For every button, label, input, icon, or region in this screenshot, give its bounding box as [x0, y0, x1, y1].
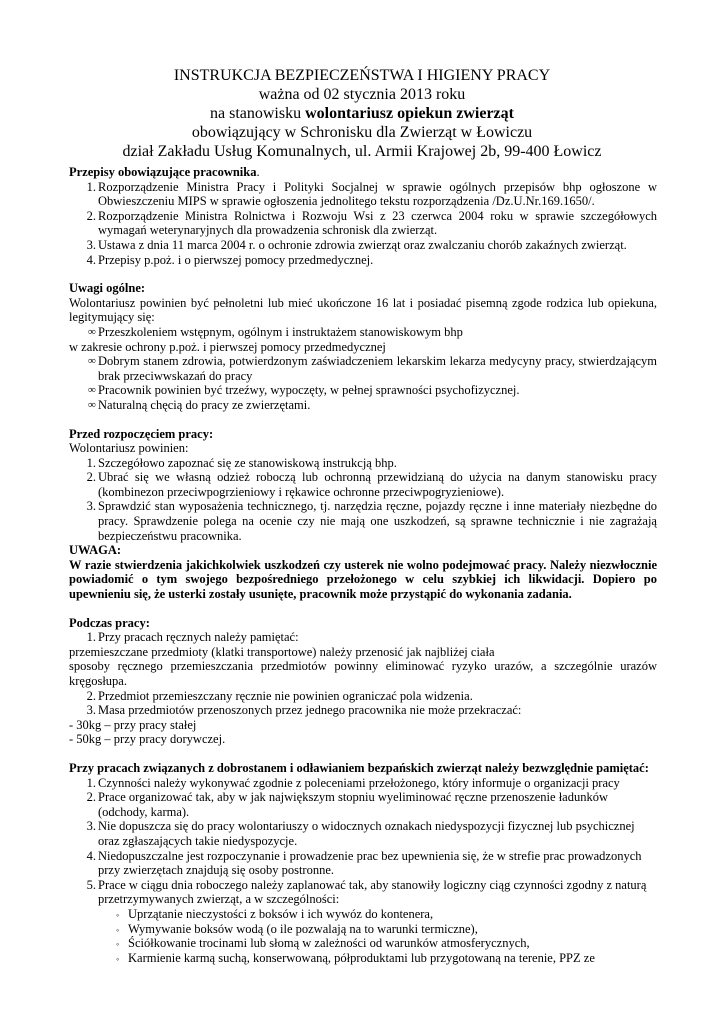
list-item [69, 907, 657, 922]
list-item-text: Nie dopuszcza się do pracy wolontariuszy o widocznych oznakach niedyspozycji fizycznej lub psychicznej oraz zgłaszających takie niedyspozycje. [98, 819, 635, 848]
list-item [69, 689, 657, 704]
uwagi-list-2 [69, 354, 657, 412]
uwaga-warning-text: W razie stwierdzenia jakichkolwiek uszkodzeń czy usterek nie wolno podejmować pracy. Należy niezwłocznie powiadomić o tym swojego bezpośredniego przełożonego w celu szybkiej ich likwidacji. Dopiero po upewnieniu się, że usterki zostały usunięte, pracownik może przystąpić do wykonania zadania. [69, 557, 657, 602]
podczas-list-1 [69, 630, 657, 645]
title-line-2: ważna od 02 stycznia 2013 roku [258, 86, 466, 103]
list-item [69, 703, 657, 718]
list-number: 4. [86, 252, 96, 267]
list-number: 5. [86, 877, 96, 892]
infinity-bullet-icon: ∞ [88, 355, 96, 368]
list-item-text: Czynności należy wykonywać zgodnie z poleceniami przełożonego, który informuje o organizacji pracy [98, 775, 620, 790]
list-item-text: Prace w ciągu dnia roboczego należy zaplanować tak, aby stanowiły logiczny ciąg czynności zgodny z naturą przetrzymywanych zwierząt, a w szczególności: [98, 877, 647, 907]
list-item-text: Wymywanie boksów wodą (o ile pozwalają na to warunki termiczne), [128, 921, 478, 936]
list-item [69, 790, 657, 819]
circle-bullet-icon: ◦ [116, 953, 120, 964]
dobrostan-sublist [69, 907, 657, 965]
dobrostan-list [69, 776, 657, 907]
list-item-text: Ustawa z dnia 11 marca 2004 r. o ochronie zdrowia zwierząt oraz zwalczaniu chorób zakaźnych zwierząt. [98, 237, 627, 252]
list-number: 1. [86, 455, 96, 470]
przepisy-list [69, 180, 657, 268]
uwaga-label: UWAGA: [69, 543, 122, 558]
podczas-heading: Podczas pracy: [69, 615, 150, 630]
list-item [69, 499, 657, 543]
title-line-1: INSTRUKCJA BEZPIECZEŃSTWA I HIGIENY PRACY [173, 67, 551, 84]
przed-list [69, 456, 657, 544]
list-item [69, 456, 657, 471]
list-number: 2. [86, 208, 96, 223]
list-item [69, 951, 657, 966]
infinity-bullet-icon: ∞ [88, 384, 96, 397]
list-number: 3. [86, 819, 96, 834]
podczas-line-b: sposoby ręcznego przemieszczania przedmiotów powinny eliminować ryzyko urazów, a szczególnie urazów kręgosłupa. [69, 659, 657, 688]
document-title [0, 66, 724, 161]
list-item-text: Dobrym stanem zdrowia, potwierdzonym zaświadczeniem lekarskim lekarza medycyny pracy, stwierdzającym brak przeciwwskazań do pracy [98, 354, 657, 383]
list-item-text: Uprzątanie nieczystości z boksów i ich wywóz do kontenera, [128, 906, 434, 921]
list-item-text: Przeszkoleniem wstępnym, ogólnym i instruktażem stanowiskowym bhp [98, 324, 463, 339]
list-item [69, 849, 657, 878]
przepisy-heading-suffix: . [256, 165, 260, 179]
list-number: 2. [86, 790, 96, 805]
list-number: 2. [86, 688, 96, 703]
job-position: wolontariusz opiekun zwierząt [305, 105, 514, 122]
document-body [69, 165, 657, 965]
list-item-text: Ściółkowanie trocinami lub słomą w zależności od warunków atmosferycznych, [128, 936, 530, 951]
list-item-text: Prace organizować tak, aby w jak największym stopniu wyeliminować ręczne przenoszenie ładunków (odchody, karma). [98, 790, 609, 819]
przepisy-heading-text: Przepisy obowiązujące pracownika [69, 165, 257, 179]
list-item [69, 209, 657, 238]
title-line-4: obowiązujący w Schronisku dla Zwierząt w Łowiczu [191, 124, 533, 141]
list-item-text: Sprawdzić stan wyposażenia technicznego, tj. narzędzia ręczne, pojazdy ręczne i inne materiały niezbędne do pracy. Sprawdzenie polega na ocenie czy nie mają one uszkodzeń, są sprawne technicznie i nie zagrażają bezpieczeństwu pracownika. [98, 499, 657, 543]
list-item [69, 922, 657, 937]
list-item [69, 819, 657, 848]
list-item [69, 878, 657, 907]
list-number: 1. [86, 775, 96, 790]
circle-bullet-icon: ◦ [116, 924, 120, 935]
list-number: 1. [86, 179, 96, 194]
list-item-text: Przepisy p.poż. i o pierwszej pomocy przedmedycznej. [98, 252, 374, 267]
list-item-text: Pracownik powinien być trzeźwy, wypoczęty, w pełnej sprawności psychofizycznej. [98, 383, 520, 398]
list-item [69, 398, 657, 413]
list-number: 3. [86, 499, 96, 514]
title-line-3 [0, 104, 724, 123]
list-item [69, 253, 657, 268]
list-item-text: Przy pracach ręcznych należy pamiętać: [98, 630, 299, 645]
uwagi-intro: Wolontariusz powinien być pełnoletni lub mieć ukończone 16 lat i posiadać pisemną zgode rodzica lub opiekuna, legitymujący się: [69, 295, 657, 325]
list-item-text: Masa przedmiotów przenoszonych przez jednego pracownika nie może przekraczać: [98, 703, 522, 718]
list-item [69, 325, 657, 340]
list-item-text: Karmienie karmą suchą, konserwowaną, półproduktami lub przygotowaną na terenie, PPZ ze [128, 950, 595, 965]
title-line-3-prefix: na stanowisku [210, 105, 306, 122]
list-item [69, 238, 657, 253]
list-item-text: Rozporządzenie Ministra Rolnictwa i Rozwoju Wsi z 23 czerwca 2004 roku w sprawie szczegółowych wymagań weterynaryjnych dla prowadzenia schronisk dla zwierząt. [98, 208, 657, 238]
list-item [69, 354, 657, 383]
title-line-5: dział Zakładu Usług Komunalnych, ul. Armii Krajowej 2b, 99-400 Łowicz [122, 143, 602, 160]
list-item-text: Ubrać się we własną odzież roboczą lub ochronną przewidzianą do użycia na danym stanowisku pracy (kombinezon przeciwpogrzieniowy i rękawice ochronne przeciwpogryzieniowe). [98, 470, 657, 499]
circle-bullet-icon: ◦ [116, 909, 120, 920]
list-item [69, 630, 657, 645]
infinity-bullet-icon: ∞ [88, 398, 96, 411]
przed-intro: Wolontariusz powinien: [69, 441, 189, 456]
list-number: 1. [86, 630, 96, 645]
weight-limit-permanent: - 30kg – przy pracy stałej [69, 717, 197, 732]
list-number: 4. [86, 848, 96, 863]
list-item [69, 383, 657, 398]
list-item [69, 936, 657, 951]
list-number: 2. [86, 470, 96, 485]
uwagi-item1-continuation: w zakresie ochrony p.poż. i pierwszej pomocy przedmedycznej [69, 339, 386, 354]
list-item [69, 180, 657, 209]
list-item-text: Naturalną chęcią do pracy ze zwierzętami. [98, 397, 311, 412]
list-number: 3. [86, 703, 96, 718]
dobrostan-heading: Przy pracach związanych z dobrostanem i odławianiem bezpańskich zwierząt należy bezwzględnie pamiętać: [69, 760, 649, 775]
list-item [69, 776, 657, 791]
list-item [69, 470, 657, 499]
infinity-bullet-icon: ∞ [88, 325, 96, 338]
podczas-line-a: przemieszczane przedmioty (klatki transportowe) należy przenosić jak najbliżej ciała [69, 644, 495, 659]
uwagi-list-1 [69, 325, 657, 340]
list-item-text: Przedmiot przemieszczany ręcznie nie powinien ograniczać pola widzenia. [98, 688, 473, 703]
list-item-text: Rozporządzenie Ministra Pracy i Polityki Socjalnej w sprawie ogólnych przepisów bhp ogłoszone w Obwieszczeniu MIPS w sprawie ogłoszenia jednolitego tekstu rozporządzenia /Dz.U.Nr.169.1650/. [98, 179, 657, 209]
list-item-text: Szczegółowo zapoznać się ze stanowiskową instrukcją bhp. [98, 455, 397, 470]
list-item-text: Niedopuszczalne jest rozpoczynanie i prowadzenie prac bez upewnienia się, że w strefie prac prowadzonych przy zwierzętach znajdują się osoby postronne. [98, 848, 642, 878]
weight-limit-occasional: - 50kg – przy pracy dorywczej. [69, 732, 226, 747]
przed-heading: Przed rozpoczęciem pracy: [69, 426, 214, 441]
circle-bullet-icon: ◦ [116, 939, 120, 950]
przepisy-heading [69, 165, 657, 180]
uwagi-heading: Uwagi ogólne: [69, 281, 146, 296]
podczas-list-2 [69, 689, 657, 718]
list-number: 3. [86, 237, 96, 252]
